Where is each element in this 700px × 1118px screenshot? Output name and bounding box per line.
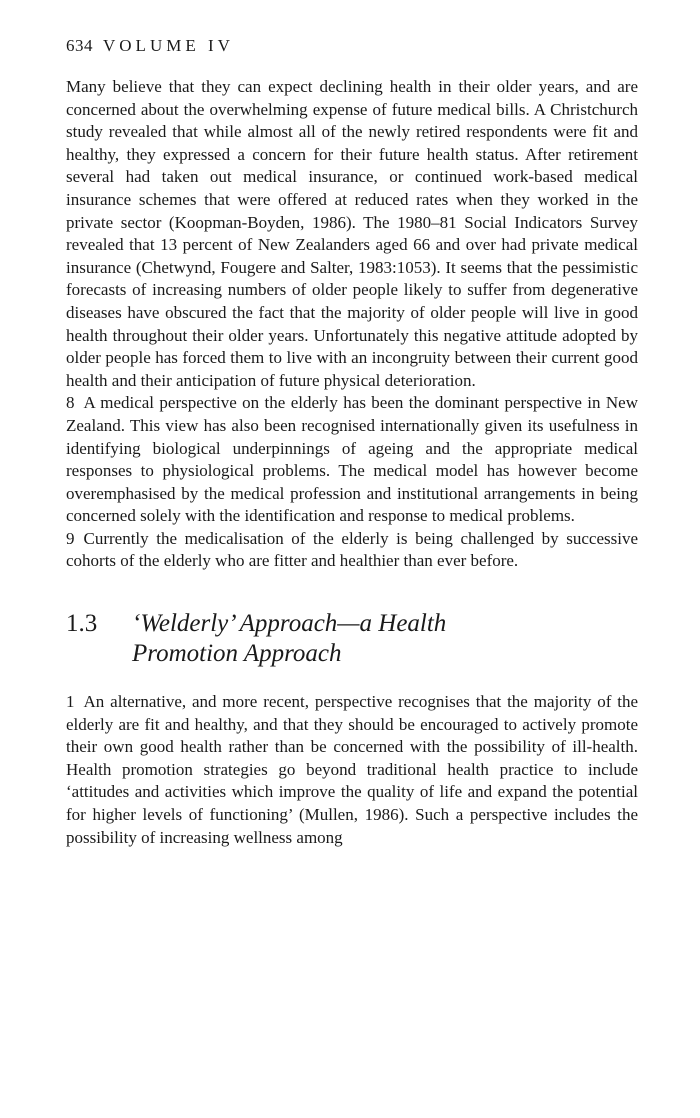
paragraph-number: 8 [66, 393, 75, 413]
paragraph-text: A medical perspective on the elderly has been the dominant perspective in New Zealand. This view has also been recognised internationally given its usefulness in identifying biological underpinnings of ageing and the appropriate medical responses to physiological problems. The medical model has however become overemphasised by the medical profession and institutional arrangements in being concerned solely with the identification and response to medical problems. [66, 393, 638, 526]
paragraph-1 [66, 691, 638, 849]
paragraph-insurance [66, 76, 638, 392]
section-title: ‘Welderly’ Approach—a Health Promotion Approach [132, 610, 447, 668]
paragraph-8 [66, 392, 638, 528]
section-number: 1.3 [66, 610, 98, 638]
volume-label: VOLUME IV [103, 36, 234, 55]
paragraph-9 [66, 528, 638, 573]
paragraph-text: Many believe that they can expect declining health in their older years, and are concerned about the overwhelming expense of future medical bills. A Christchurch study revealed that while almost all of the newly retired respondents were fit and healthy, they expressed a concern for their future health status. After retirement several had taken out medical insurance, or continued work-based medical insurance schemes that were offered at reduced rates when they worked in the private sector (Koopman-Boyden, 1986). The 1980–81 Social Indicators Survey revealed that 13 percent of New Zealanders aged 66 and over had private medical insurance (Chetwynd, Fougere and Salter, 1983:1053). It seems that the pessimistic forecasts of increasing numbers of older people likely to suffer from degenerative diseases have obscured the fact that the majority of older people will live in good health throughout their older years. Unfortunately this negative attitude adopted by older people has forced them to live with an incongruity between their current good health and their anticipation of future physical deterioration. [66, 77, 638, 390]
page-number: 634 [66, 36, 93, 55]
paragraph-number: 1 [66, 692, 75, 712]
paragraph-number: 9 [66, 528, 75, 548]
running-header [66, 34, 638, 58]
section-heading [66, 609, 638, 669]
paragraph-text: Currently the medicalisation of the elderly is being challenged by successive cohorts of the elderly who are fitter and healthier than ever before. [66, 528, 638, 571]
paragraph-text: An alternative, and more recent, perspective recognises that the majority of the elderly are fit and healthy, and that they should be encouraged to actively promote their own good health rather than be concerned with the possibility of ill-health. Health promotion strategies go beyond traditional health practice to include ‘attitudes and activities which improve the quality of life and expand the potential for higher levels of functioning’ (Mullen, 1986). Such a perspective includes the possibility of increasing wellness among [66, 692, 638, 847]
document-page [66, 34, 638, 849]
